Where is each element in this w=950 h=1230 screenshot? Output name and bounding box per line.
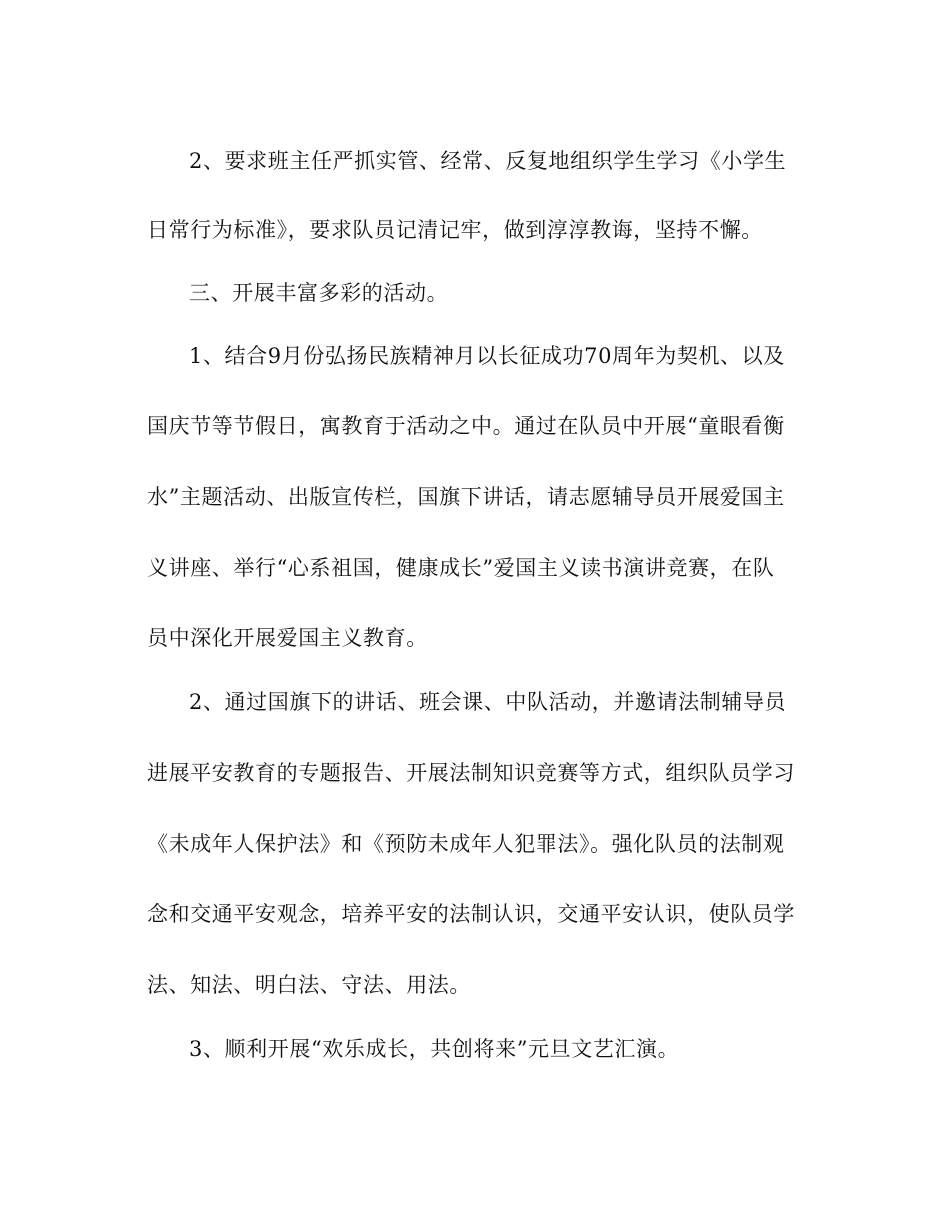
paragraph-line: 2、要求班主任严抓实管、经常、反复地组织学生学习《小学生: [189, 149, 787, 173]
paragraph-line: 1、结合9月份弘扬民族精神月以长征成功70周年为契机、以及: [189, 344, 785, 368]
paragraph-line: 国庆节等节假日，寓教育于活动之中。通过在队员中开展“童眼看衡: [147, 414, 785, 438]
paragraph-line: 法、知法、明白法、守法、用法。: [147, 973, 471, 997]
paragraph-line: 员中深化开展爱国主义教育。: [147, 626, 428, 650]
paragraph-line: 《未成年人保护法》和《预防未成年人犯罪法》。强化队员的法制观: [147, 832, 785, 856]
paragraph-line: 进展平安教育的专题报告、开展法制知识竞赛等方式，组织队员学习: [147, 761, 795, 785]
paragraph-line: 义讲座、举行“心系祖国，健康成长”爱国主义读书演讲竞赛，在队: [147, 556, 775, 580]
paragraph-line: 2、通过国旗下的讲话、班会课、中队活动，并邀请法制辅导员: [189, 690, 787, 714]
paragraph-line: 日常行为标准》，要求队员记清记牢，做到淳淳教诲，坚持不懈。: [147, 218, 763, 242]
paragraph-line: 水”主题活动、出版宣传栏，国旗下讲话，请志愿辅导员开展爱国主: [147, 485, 785, 509]
paragraph-line: 念和交通平安观念，培养平安的法制认识，交通平安认识，使队员学: [147, 902, 795, 926]
paragraph-line: 3、顺利开展“欢乐成长，共创将来”元旦文艺汇演。: [189, 1037, 680, 1061]
section-heading: 三、开展丰富多彩的活动。: [189, 281, 449, 305]
